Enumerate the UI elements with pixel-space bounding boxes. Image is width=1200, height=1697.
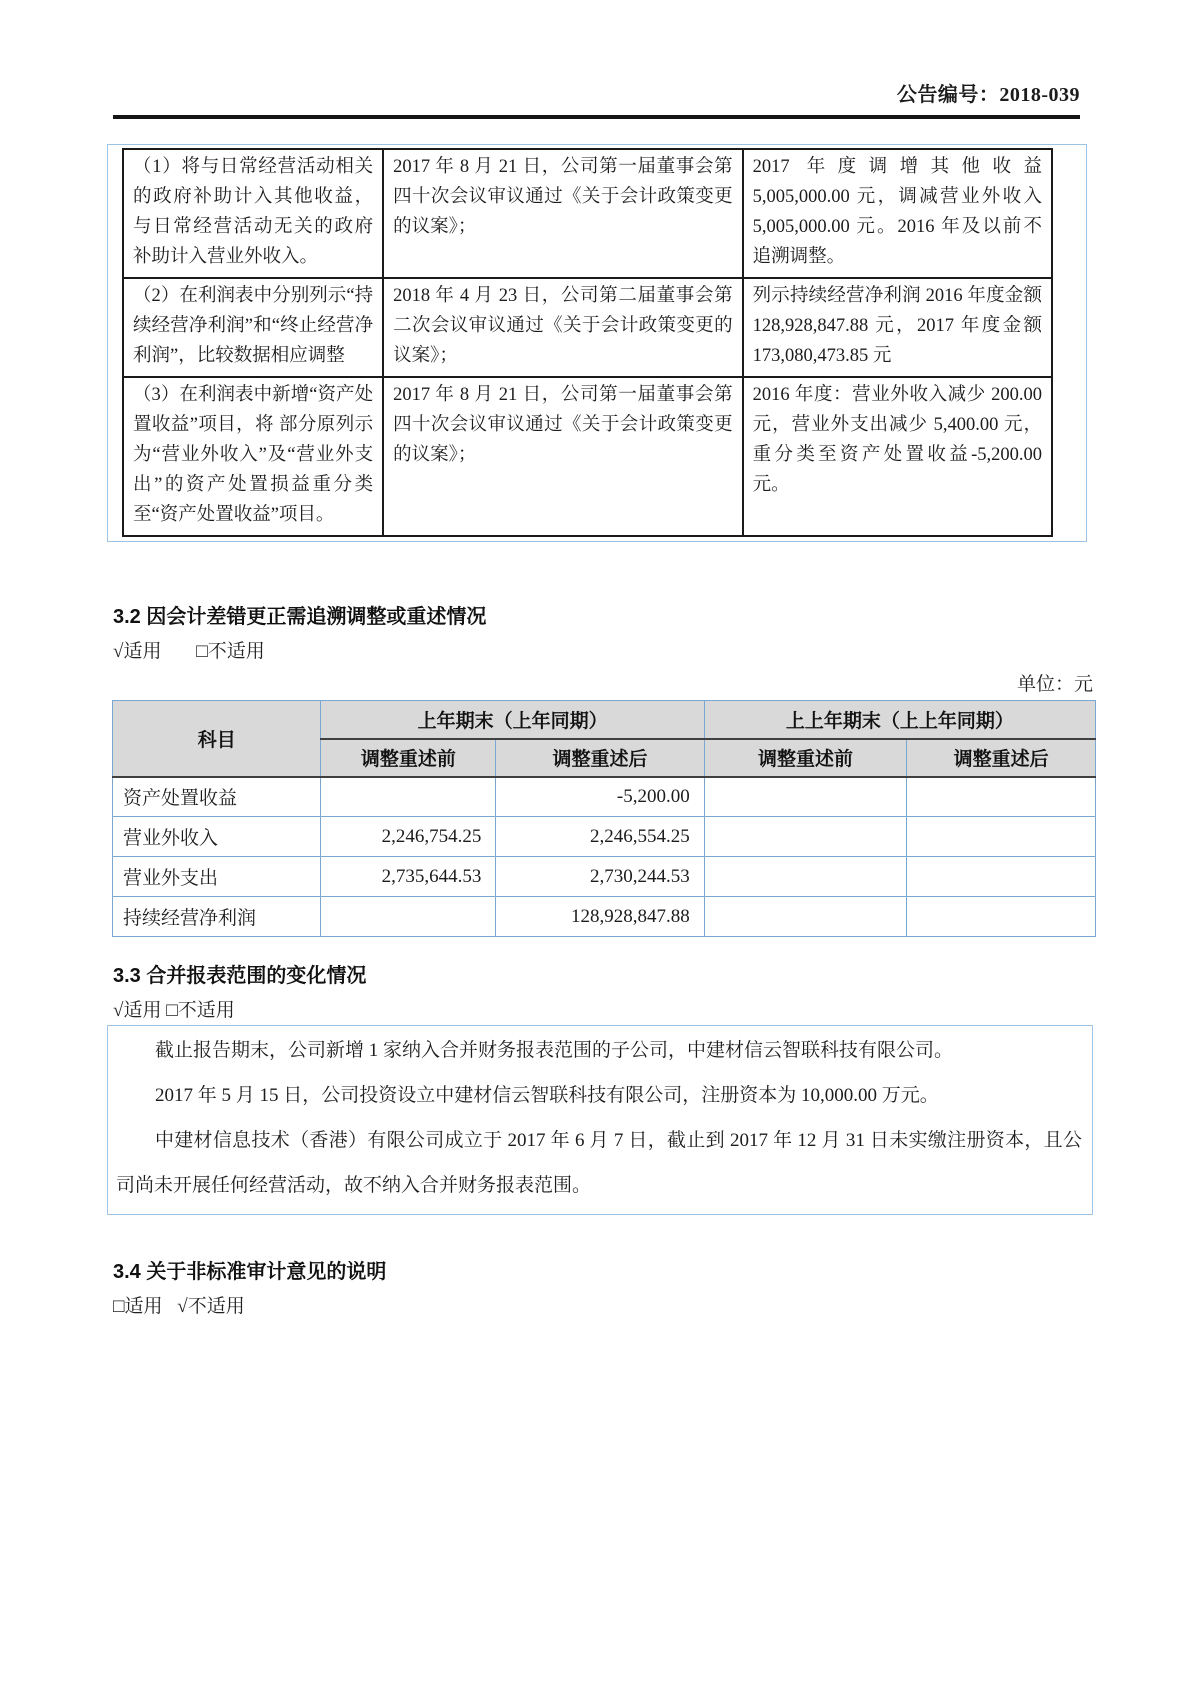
paragraph: 2017 年 5 月 15 日，公司投资设立中建材信云智联科技有限公司，注册资本为 10,000.00 万元。 bbox=[154, 1085, 939, 1106]
not-applicable-option bbox=[196, 641, 265, 662]
checked-mark-icon: √ bbox=[113, 641, 124, 662]
policy-change-content-cell: （1）将与日常经营活动相关的政府补助计入其他收益，与日常经营活动无关的政府补助计入营业外收入。 bbox=[123, 149, 383, 278]
subheader-after-restatement: 调整重述后 bbox=[496, 739, 704, 777]
announcement-number: 公告编号：2018-039 bbox=[896, 84, 1080, 106]
table-row bbox=[123, 278, 1052, 377]
value-cell bbox=[321, 897, 496, 937]
value-cell: 128,928,847.88 bbox=[496, 897, 704, 937]
not-applicable-label: 不适用 bbox=[187, 1296, 245, 1317]
paragraph: 中建材信息技术（香港）有限公司成立于 2017 年 6 月 7 日，截止到 2017 年 12 月 31 日未实缴注册资本，且公司尚未开展任何经营活动，故不纳入合并财务报表范围。 bbox=[116, 1130, 1082, 1196]
section-3-2-heading: 3.2 因会计差错更正需追溯调整或重述情况 bbox=[113, 606, 487, 628]
section-3-3-heading: 3.3 合并报表范围的变化情况 bbox=[113, 965, 367, 987]
subject-cell: 持续经营净利润 bbox=[113, 897, 321, 937]
subheader-after-restatement: 调整重述后 bbox=[907, 739, 1096, 777]
value-cell bbox=[907, 857, 1096, 897]
approval-procedure-cell: 2017 年 8 月 21 日，公司第一届董事会第四十次会议审议通过《关于会计政策变更的议案》； bbox=[383, 149, 743, 278]
applicable-label: 适用 bbox=[123, 1000, 162, 1021]
section-3-2-applicability bbox=[113, 636, 1200, 663]
impact-cell: 2016 年度：营业外收入减少 200.00 元，营业外支出减少 5,400.00 元，重分类至资产处置收益-5,200.00 元。 bbox=[743, 377, 1052, 536]
unchecked-box-icon: □ bbox=[113, 1296, 125, 1317]
value-cell bbox=[907, 777, 1096, 817]
approval-procedure-cell: 2018 年 4 月 23 日，公司第二届董事会第二次会议审议通过《关于会计政策变更的议案》； bbox=[383, 278, 743, 377]
accounting-policy-change-table bbox=[122, 148, 1053, 537]
impact-cell: 列示持续经营净利润 2016 年度金额 128,928,847.88 元，2017 年度金额 173,080,473.85 元 bbox=[743, 278, 1052, 377]
applicable-label: 适用 bbox=[123, 641, 162, 662]
unit-note: 单位：元 bbox=[1016, 674, 1093, 695]
value-cell: 2,735,644.53 bbox=[321, 857, 496, 897]
header-rule bbox=[113, 115, 1080, 119]
value-cell bbox=[704, 817, 906, 857]
value-cell: 2,246,754.25 bbox=[321, 817, 496, 857]
value-cell bbox=[907, 897, 1096, 937]
unchecked-box-icon: □ bbox=[166, 1000, 178, 1021]
table-row bbox=[123, 149, 1052, 278]
policy-change-content-cell: （3）在利润表中新增“资产处置收益”项目，将 部分原列示为“营业外收入”及“营业外支出”的资产处置损益重分类至“资产处置收益”项目。 bbox=[123, 377, 383, 536]
value-cell bbox=[907, 817, 1096, 857]
not-applicable-option bbox=[166, 1000, 235, 1021]
section-3-4-applicability bbox=[113, 1291, 1200, 1318]
applicable-option bbox=[113, 1000, 161, 1021]
applicable-option bbox=[177, 1296, 244, 1317]
section-3-3-applicability bbox=[113, 995, 1200, 1022]
value-cell: -5,200.00 bbox=[496, 777, 704, 817]
approval-procedure-cell: 2017 年 8 月 21 日，公司第一届董事会第四十次会议审议通过《关于会计政策变更的议案》； bbox=[383, 377, 743, 536]
checked-mark-icon: √ bbox=[177, 1296, 188, 1317]
subject-cell: 营业外支出 bbox=[113, 857, 321, 897]
value-cell bbox=[704, 777, 906, 817]
applicable-label: 适用 bbox=[124, 1296, 163, 1317]
restatement-table bbox=[112, 700, 1096, 937]
value-cell bbox=[704, 897, 906, 937]
unchecked-box-icon: □ bbox=[196, 641, 208, 662]
subject-cell: 营业外收入 bbox=[113, 817, 321, 857]
applicable-option bbox=[113, 641, 161, 662]
section-3-4-heading: 3.4 关于非标准审计意见的说明 bbox=[113, 1261, 387, 1283]
consolidation-scope-box bbox=[107, 1025, 1093, 1215]
not-applicable-label: 不适用 bbox=[207, 641, 265, 662]
subheader-before-restatement: 调整重述前 bbox=[321, 739, 496, 777]
subject-cell: 资产处置收益 bbox=[113, 777, 321, 817]
not-applicable-label: 不适用 bbox=[177, 1000, 235, 1021]
policy-change-table-frame bbox=[107, 144, 1087, 542]
subheader-before-restatement: 调整重述前 bbox=[704, 739, 906, 777]
value-cell bbox=[704, 857, 906, 897]
subject-column-header: 科目 bbox=[113, 701, 321, 777]
table-row bbox=[113, 777, 1096, 817]
value-cell: 2,730,244.53 bbox=[496, 857, 704, 897]
checked-mark-icon: √ bbox=[113, 1000, 124, 1021]
policy-change-content-cell: （2）在利润表中分别列示“持续经营净利润”和“终止经营净利润”，比较数据相应调整 bbox=[123, 278, 383, 377]
value-cell bbox=[321, 777, 496, 817]
not-applicable-option bbox=[113, 1296, 163, 1317]
value-cell: 2,246,554.25 bbox=[496, 817, 704, 857]
table-row bbox=[113, 857, 1096, 897]
table-row bbox=[113, 897, 1096, 937]
impact-cell: 2017 年度调增其他收益 5,005,000.00 元，调减营业外收入 5,005,000.00 元。2016 年及以前不追溯调整。 bbox=[743, 149, 1052, 278]
table-row bbox=[123, 377, 1052, 536]
prior-period-group-header: 上年期末（上年同期） bbox=[321, 701, 704, 739]
prior-prior-period-group-header: 上上年期末（上上年同期） bbox=[704, 701, 1095, 739]
table-header-row bbox=[113, 701, 1096, 739]
paragraph: 截止报告期末，公司新增 1 家纳入合并财务报表范围的子公司，中建材信云智联科技有限公司。 bbox=[154, 1040, 953, 1061]
table-row bbox=[113, 817, 1096, 857]
